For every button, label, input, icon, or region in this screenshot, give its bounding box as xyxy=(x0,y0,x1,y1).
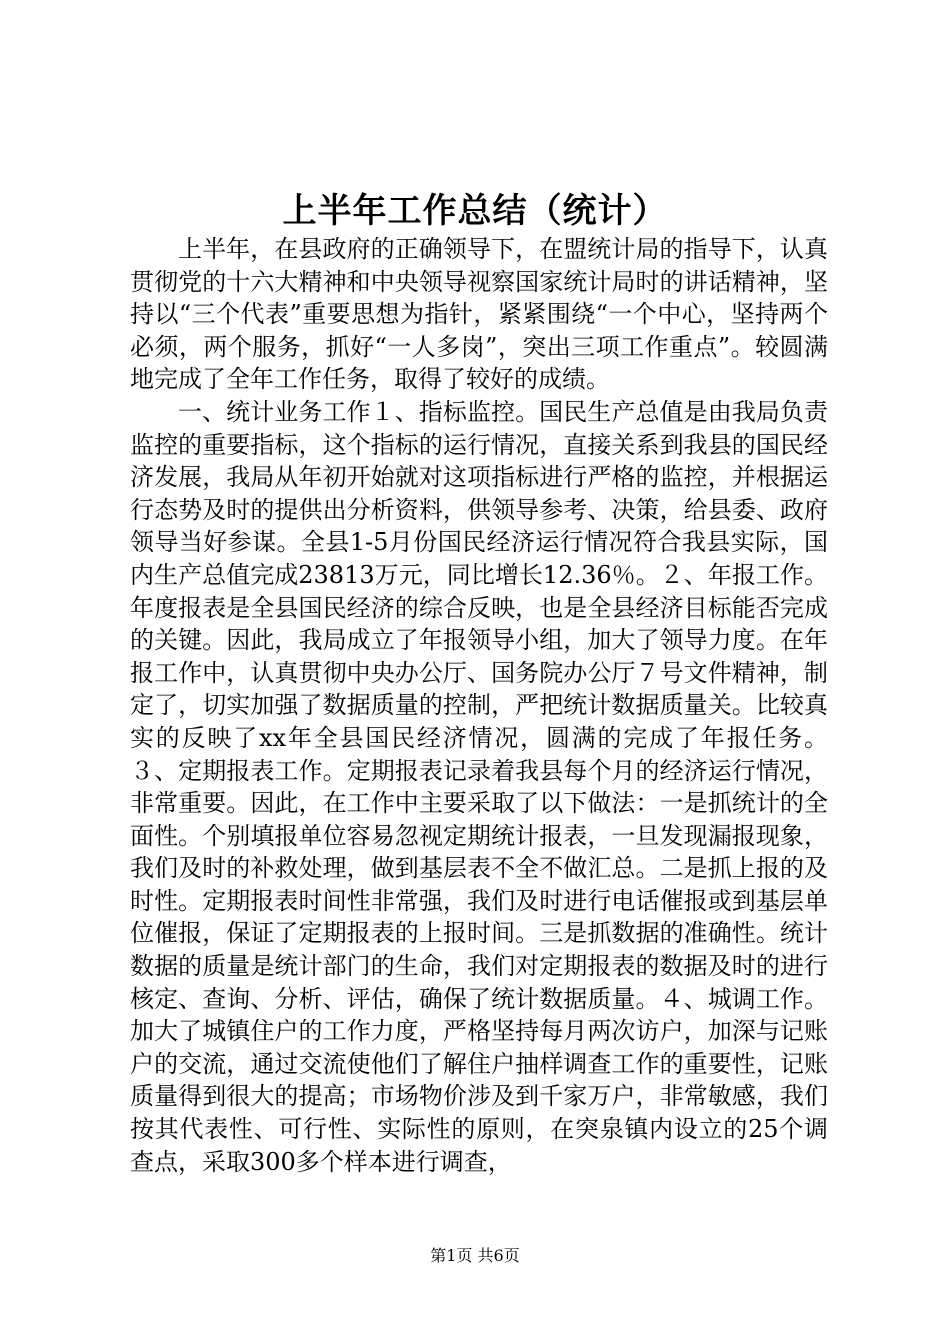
page-number-footer: 第1页 共6页 xyxy=(430,1246,520,1265)
paragraph-intro: 上半年，在县政府的正确领导下，在盟统计局的指导下，认真贯彻党的十六大精神和中央领导视察国家统计局时的讲话精神，坚持以“三个代表”重要思想为指针，紧紧围绕“一个中心，坚持两个必须，两个服务，抓好“一人多岗”，突出三项工作重点”。较圆满地完成了全年工作任务，取得了较好的成绩。 xyxy=(130,235,828,394)
document-title: 上半年工作总结（统计） xyxy=(282,191,668,231)
paragraph-statistics-work: 一、统计业务工作１、指标监控。国民生产总值是由我局负责监控的重要指标，这个指标的运行情况，直接关系到我县的国民经济发展，我局从年初开始就对这项指标进行严格的监控，并根据运行态势及时的提供出分析资料，供领导参考、决策，给县委、政府领导当好参谋。全县1-5月份国民经济运行情况符合我县实际，国内生产总值完成23813万元，同比增长12.36％。２、年报工作。年度报表是全县国民经济的综合反映，也是全县经济目标能否完成的关键。因此，我局成立了年报领导小组，加大了领导力度。在年报工作中，认真贯彻中央办公厅、国务院办公厅７号文件精神，制定了，切实加强了数据质量的控制，严把统计数据质量关。比较真实的反映了xx年全县国民经济情况，圆满的完成了年报任务。３、定期报表工作。定期报表记录着我县每个月的经济运行情况，非常重要。因此，在工作中主要采取了以下做法：一是抓统计的全面性。个别填报单位容易忽视定期统计报表，一旦发现漏报现象，我们及时的补救处理，做到基层表不全不做汇总。二是抓上报的及时性。定期报表时间性非常强，我们及时进行电话催报或到基层单位催报，保证了定期报表的上报时间。三是抓数据的准确性。统计数据的质量是统计部门的生命，我们对定期报表的数据及时的进行核定、查询、分析、评估，确保了统计数据质量。４、城调工作。加大了城镇住户的工作力度，严格坚持每月两次访户，加深与记账户的交流，通过交流使他们了解住户抽样调查工作的重要性，记账质量得到很大的提高；市场物价涉及到千家万户，非常敏感，我们按其代表性、可行性、实际性的原则，在突泉镇内设立的25个调查点，采取300多个样本进行调查， xyxy=(130,397,828,1176)
document-body xyxy=(130,233,828,1178)
